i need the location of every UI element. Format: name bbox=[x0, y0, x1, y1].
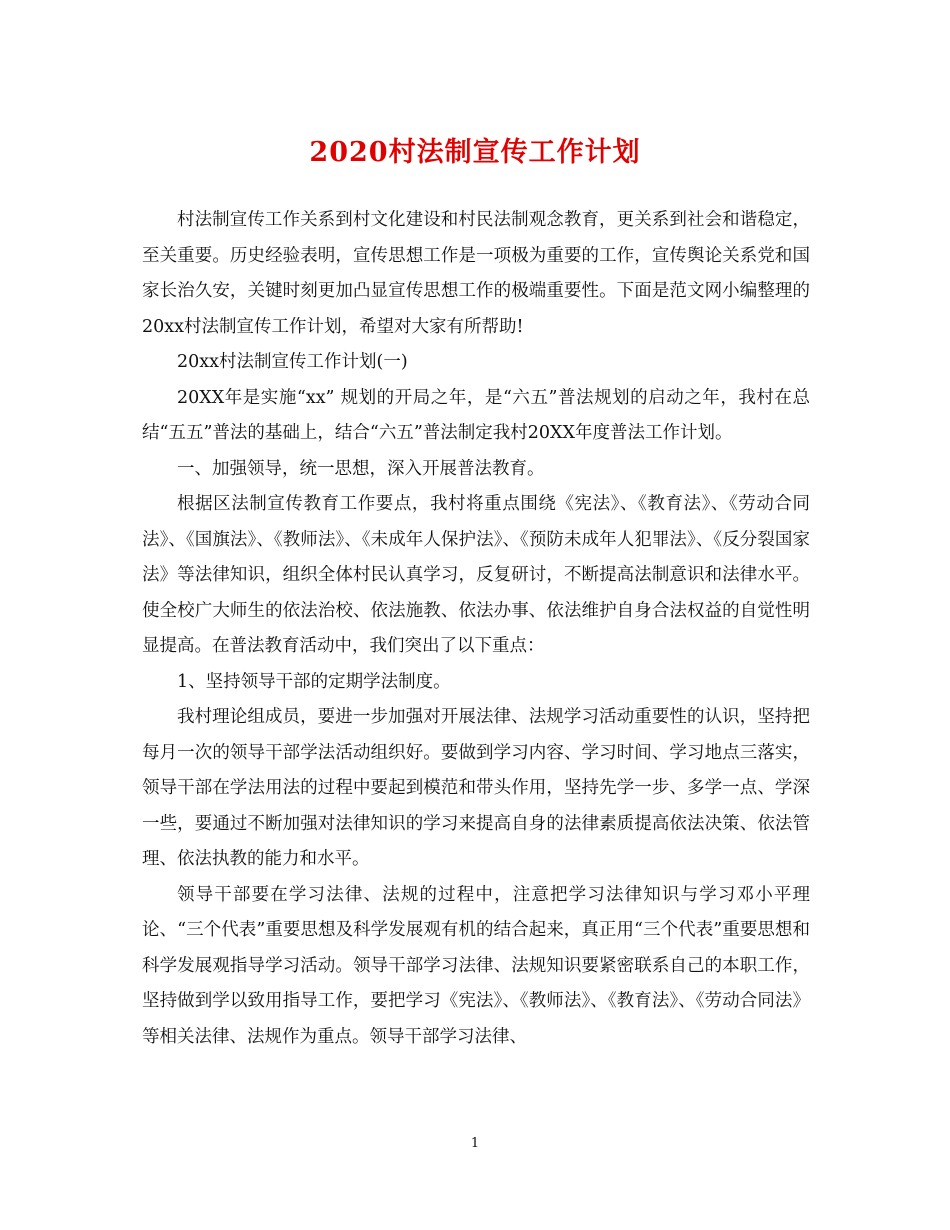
paragraph-plan-overview: 20XX年是实施“xx” 规划的开局之年，是“六五”普法规划的启动之年，我村在总结“五五”普法的基础上，结合“六五”普法制定我村20XX年度普法工作计划。 bbox=[142, 387, 810, 443]
document-body bbox=[142, 203, 810, 1055]
paragraph-leader-theory: 领导干部要在学习法律、法规的过程中，注意把学习法律知识与学习邓小平理论、“三个代表”重要思想及科学发展观有机的结合起来，真正用“三个代表”重要思想和科学发展观指导学习活动。领导干部学习法律、法规知识要紧密联系自己的本职工作，坚持做到学以致用指导工作，要把学习《宪法》、《教师法》、《教育法》、《劳动合同法》等相关法律、法规作为重点。领导干部学习法律、 bbox=[142, 884, 810, 1047]
paragraph-leader-study: 我村理论组成员，要进一步加强对开展法律、法规学习活动重要性的认识，坚持把每月一次的领导干部学法活动组织好。要做到学习内容、学习时间、学习地点三落实，领导干部在学法用法的过程中要起到模范和带头作用，坚持先学一步、多学一点、学深一些，要通过不断加强对法律知识的学习来提高自身的法律素质提高依法决策、依法管理、依法执教的能力和水平。 bbox=[142, 707, 810, 869]
paragraph-plan-heading: 20xx村法制宣传工作计划(一) bbox=[177, 352, 408, 372]
subsection-heading-1: 1、坚持领导干部的定期学法制度。 bbox=[177, 671, 451, 692]
paragraph-law-study: 根据区法制宣传教育工作要点，我村将重点围绕《宪法》、《教育法》、《劳动合同法》、《国旗法》、《教师法》、《未成年人保护法》、《预防未成年人犯罪法》、《反分裂国家法》等法律知识，组织全体村民认真学习，反复研讨，不断提高法制意识和法律水平。使全校广大师生的依法治校、依法施教、依法办事、依法维护自身合法权益的自觉性明显提高。在普法教育活动中，我们突出了以下重点： bbox=[142, 494, 810, 656]
section-heading-1: 一、加强领导，统一思想，深入开展普法教育。 bbox=[177, 458, 545, 479]
paragraph-intro: 村法制宣传工作关系到村文化建设和村民法制观念教育，更关系到社会和谐稳定，至关重要。历史经验表明，宣传思想工作是一项极为重要的工作，宣传舆论关系党和国家长治久安，关键时刻更加凸显宣传思想工作的极端重要性。下面是范文网小编整理的20xx村法制宣传工作计划，希望对大家有所帮助! bbox=[142, 210, 810, 337]
document-title: 2020村法制宣传工作计划 bbox=[309, 137, 641, 168]
page-number: 1 bbox=[470, 1136, 480, 1151]
